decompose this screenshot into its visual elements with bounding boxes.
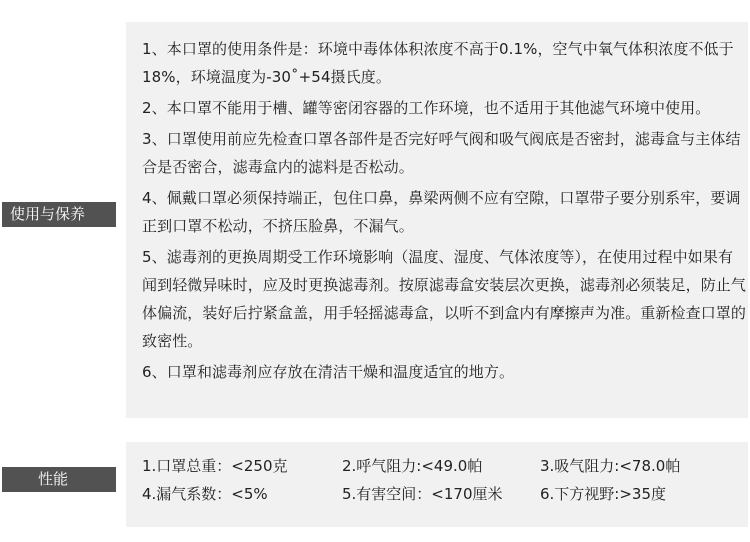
spec-row xyxy=(142,480,748,508)
usage-instructions xyxy=(142,35,746,389)
spec-exhale-resistance: 2.呼气阻力:<49.0帕 xyxy=(342,457,483,475)
usage-item-3: 3、口罩使用前应先检查口罩各部件是否完好呼气阀和吸气阀底是否密封，滤毒盒与主体结合是否密合，滤毒盒内的滤料是否松动。 xyxy=(142,130,741,176)
usage-item-1: 1、本口罩的使用条件是：环境中毒体体积浓度不高于0.1%，空气中氧气体积浓度不低于18%，环境温度为-30˚+54摄氏度。 xyxy=(142,40,734,86)
spec-inhale-resistance: 3.吸气阻力:<78.0帕 xyxy=(540,457,681,475)
performance-specs xyxy=(142,452,748,508)
spec-total-weight: 1.口罩总重：<250克 xyxy=(142,457,288,475)
spec-leak-coefficient: 4.漏气系数：<5% xyxy=(142,485,268,503)
spec-dead-space: 5.有害空间：<170厘米 xyxy=(342,485,503,503)
spec-lower-field-of-view: 6.下方视野:>35度 xyxy=(540,485,667,503)
performance-section-label: 性能 xyxy=(2,467,116,492)
usage-item-4: 4、佩戴口罩必须保持端正，包住口鼻，鼻梁两侧不应有空隙，口罩带子要分别系牢，要调正到口罩不松动，不挤压脸鼻，不漏气。 xyxy=(142,189,741,235)
usage-section-label: 使用与保养 xyxy=(2,202,116,227)
usage-item-6: 6、口罩和滤毒剂应存放在清洁干燥和温度适宜的地方。 xyxy=(142,363,515,381)
usage-item-2: 2、本口罩不能用于槽、罐等密闭容器的工作环境，也不适用于其他滤气环境中使用。 xyxy=(142,99,711,117)
usage-item-5: 5、滤毒剂的更换周期受工作环境影响（温度、湿度、气体浓度等），在使用过程中如果有闻到轻微异味时，应及时更换滤毒剂。按原滤毒盒安装层次更换，滤毒剂必须装足，防止气体偏流，装好后拧紧盒盖，用手轻摇滤毒盒，以听不到盒内有摩擦声为准。重新检查口罩的致密性。 xyxy=(142,248,747,350)
spec-row xyxy=(142,452,748,480)
